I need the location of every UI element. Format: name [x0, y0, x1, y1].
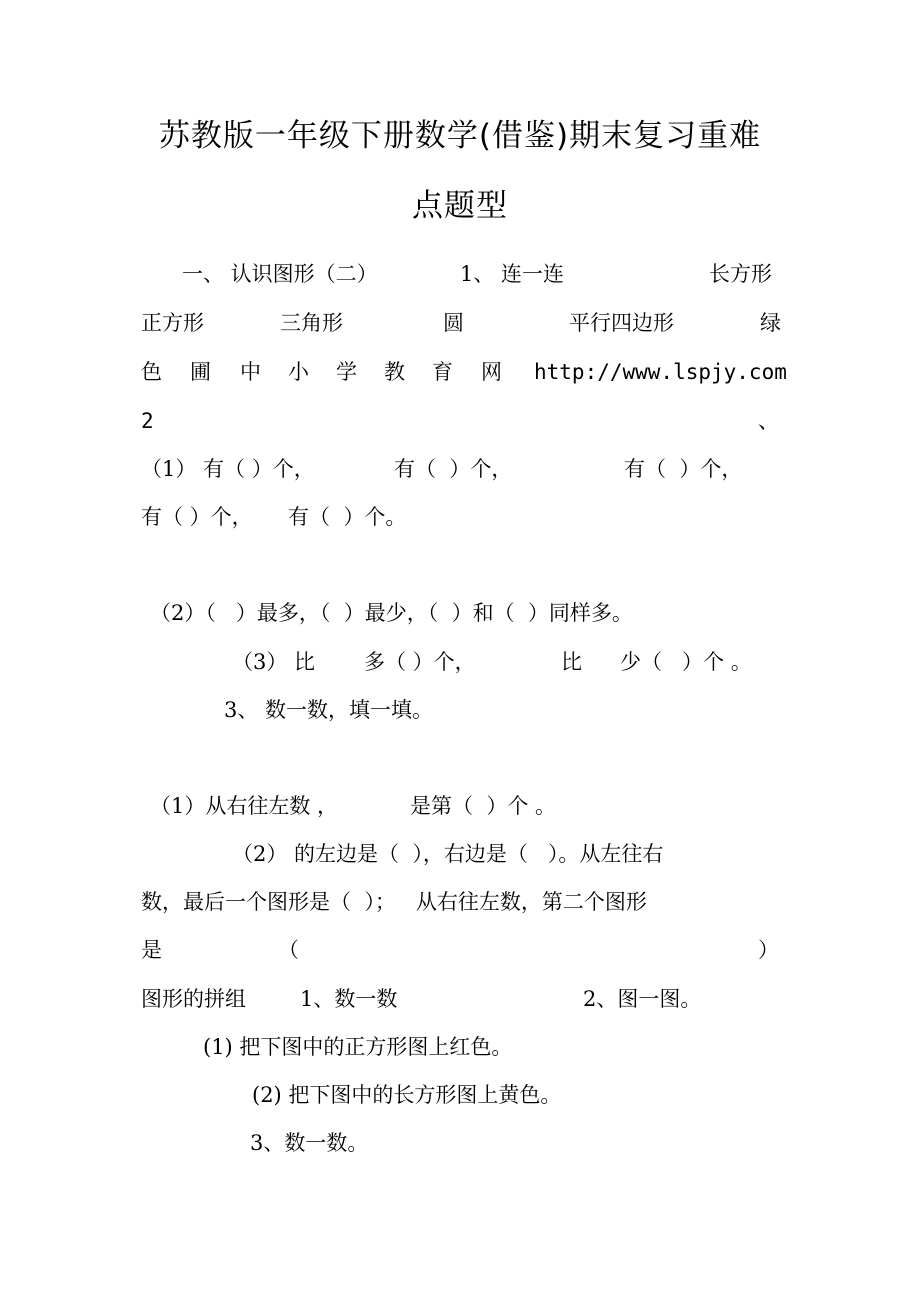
q3-part2-line3-c: ）: [758, 938, 779, 962]
section2-q3: 3、数一数。: [250, 1131, 369, 1155]
q2-part1-a: （1） 有（ ）个，: [141, 457, 315, 481]
watermark-char-6: 学: [336, 360, 357, 384]
watermark-char-9: 网: [481, 360, 502, 384]
q2-separator: 、: [758, 409, 779, 433]
q2-part3-c: 比: [561, 650, 582, 674]
q3-part2-line3-a: 是: [141, 938, 162, 962]
q3-heading: 3、 数一数，填一填。: [224, 698, 434, 722]
q3-part1-a: （1）从右往左数 ，: [150, 794, 339, 818]
document-title-line-1: 苏教版一年级下册数学(借鉴)期末复习重难: [158, 118, 762, 154]
watermark-char-1: 绿: [760, 311, 781, 335]
q2-part1-b: 有（ ）个，: [394, 457, 513, 481]
watermark-char-4: 中: [240, 360, 261, 384]
q1-label: 1、 连一连: [460, 262, 565, 286]
shape-label-rectangle: 长方形: [709, 262, 772, 286]
shape-label-triangle: 三角形: [280, 311, 343, 335]
shape-label-parallelogram: 平行四边形: [569, 311, 674, 335]
q2-part3-a: （3） 比: [232, 650, 316, 674]
document-title-line-2: 点题型: [412, 188, 508, 224]
q2-part1-c: 有（ ）个，: [624, 457, 743, 481]
section2-q1: 1、数一数: [300, 987, 398, 1011]
section2-heading: 图形的拼组: [141, 987, 246, 1011]
watermark-char-2: 色: [141, 360, 162, 384]
q2-part1-e: 有（ ）个。: [288, 505, 407, 529]
watermark-char-8: 育: [432, 360, 453, 384]
watermark-char-5: 小: [288, 360, 309, 384]
q3-part2-line1: （2） 的左边是（ ），右边是（ ）。从左往右: [232, 842, 664, 866]
q3-part2-line3-b: （: [278, 938, 299, 962]
q2-part3-d: 少（ ）个 。: [620, 650, 752, 674]
section1-heading: 一、 认识图形（二）: [182, 262, 378, 286]
q2-number: 2: [141, 409, 154, 433]
q3-part2-line2: 数，最后一个图形是（ ）； 从右往左数，第二个图形: [141, 890, 647, 914]
watermark-url: http://www.lspjy.com: [534, 360, 787, 384]
shape-label-circle: 圆: [443, 311, 464, 335]
section2-q2-part1: (1) 把下图中的正方形图上红色。: [203, 1035, 513, 1059]
watermark-char-3: 圃: [190, 360, 211, 384]
watermark-char-7: 教: [384, 360, 405, 384]
section2-q2: 2、图一图。: [583, 987, 702, 1011]
section2-q2-part2: (2) 把下图中的长方形图上黄色。: [252, 1083, 562, 1107]
q2-part2: （2）（ ）最多，（ ）最少，（ ）和（ ）同样多。: [150, 601, 633, 625]
q3-part1-b: 是第（ ）个 。: [410, 794, 557, 818]
shape-label-square: 正方形: [141, 311, 204, 335]
q2-part3-b: 多（ ）个，: [364, 650, 476, 674]
q2-part1-d: 有（ ）个，: [141, 505, 253, 529]
